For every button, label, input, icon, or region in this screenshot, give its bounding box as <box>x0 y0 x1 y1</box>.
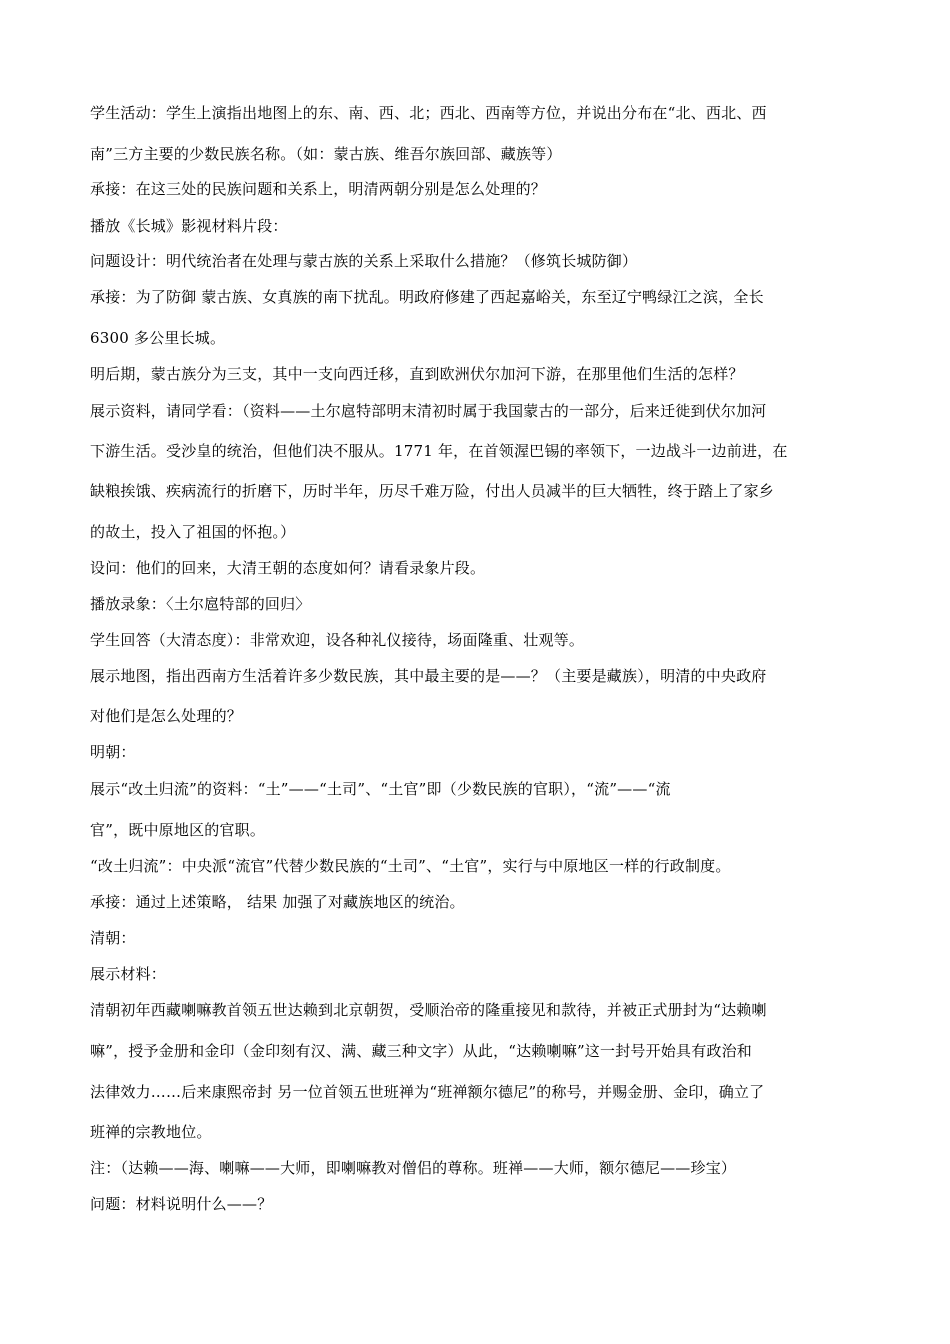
text-line: 对他们是怎么处理的？ <box>90 707 243 725</box>
text-line: 南”三方主要的少数民族名称。（如：蒙古族、维吾尔族回部、藏族等） <box>90 145 562 163</box>
text-line: 官”，既中原地区的官职。 <box>90 821 266 839</box>
text-line: 嘛”，授予金册和金印（金印刻有汉、满、藏三种文字）从此，“达赖喇嘛”这一封号开始具有政治和 <box>90 1042 753 1060</box>
text-line: 展示资料，请同学看：（资料——土尔扈特部明末清初时属于我国蒙古的一部分，后来迁徙到伏尔加河 <box>90 402 767 420</box>
text-line: 问题设计：明代统治者在处理与蒙古族的关系上采取什么措施？（修筑长城防御） <box>90 252 638 270</box>
text-line: 播放录象：〈土尔扈特部的回归〉 <box>90 595 311 613</box>
text-line: 法律效力……后来康熙帝封 另一位首领五世班禅为“班禅额尔德尼”的称号，并赐金册、金印，确立了 <box>90 1083 765 1101</box>
text-line: 6300 多公里长城。 <box>90 329 226 347</box>
text-line: 展示地图，指出西南方生活着许多少数民族，其中最主要的是——？（主要是藏族），明清的中央政府 <box>90 667 767 685</box>
text-line: “改土归流”：中央派“流官”代替少数民族的“土司”、“土官”，实行与中原地区一样的行政制度。 <box>90 857 731 875</box>
text-line: 注：（达赖——海、喇嘛——大师，即喇嘛教对僧侣的尊称。班禅——大师，额尔德尼——珍宝） <box>90 1159 737 1177</box>
text-line: 的故土，投入了祖国的怀抱。） <box>90 523 296 541</box>
text-line: 承接：在这三处的民族问题和关系上，明清两朝分别是怎么处理的？ <box>90 180 547 198</box>
text-line: 设问：他们的回来，大清王朝的态度如何？请看录象片段。 <box>90 559 486 577</box>
text-line: 明朝： <box>90 743 136 761</box>
text-line: 展示“改土归流”的资料：“土”——“土司”、“土官”即（少数民族的官职），“流”——“流 <box>90 780 671 798</box>
text-line: 下游生活。受沙皇的统治，但他们决不服从。1771 年，在首领渥巴锡的率领下，一边战斗一边前进，在 <box>90 442 788 460</box>
text-line: 承接：通过上述策略， 结果 加强了对藏族地区的统治。 <box>90 893 465 911</box>
text-line: 问题：材料说明什么——？ <box>90 1195 273 1213</box>
text-line: 学生回答（大清态度）：非常欢迎，设各种礼仪接待，场面隆重、壮观等。 <box>90 631 585 649</box>
text-line: 清朝： <box>90 929 136 947</box>
text-line: 明后期，蒙古族分为三支，其中一支向西迁移，直到欧洲伏尔加河下游，在那里他们生活的怎样？ <box>90 365 744 383</box>
text-line: 班禅的宗教地位。 <box>90 1123 212 1141</box>
text-line: 学生活动：学生上演指出地图上的东、南、西、北；西北、西南等方位，并说出分布在“北、西北、西 <box>90 104 767 122</box>
text-line: 展示材料： <box>90 965 167 983</box>
text-line: 清朝初年西藏喇嘛教首领五世达赖到北京朝贺，受顺治帝的隆重接见和款待，并被正式册封为“达赖喇 <box>90 1001 767 1019</box>
text-line: 承接：为了防御 蒙古族、女真族的南下扰乱。明政府修建了西起嘉峪关，东至辽宁鸭绿江之滨，全长 <box>90 288 764 306</box>
text-line: 播放《长城》影视材料片段： <box>90 217 288 235</box>
text-line: 缺粮挨饿、疾病流行的折磨下，历时半年，历尽千难万险，付出人员减半的巨大牺牲，终于踏上了家乡 <box>90 482 775 500</box>
